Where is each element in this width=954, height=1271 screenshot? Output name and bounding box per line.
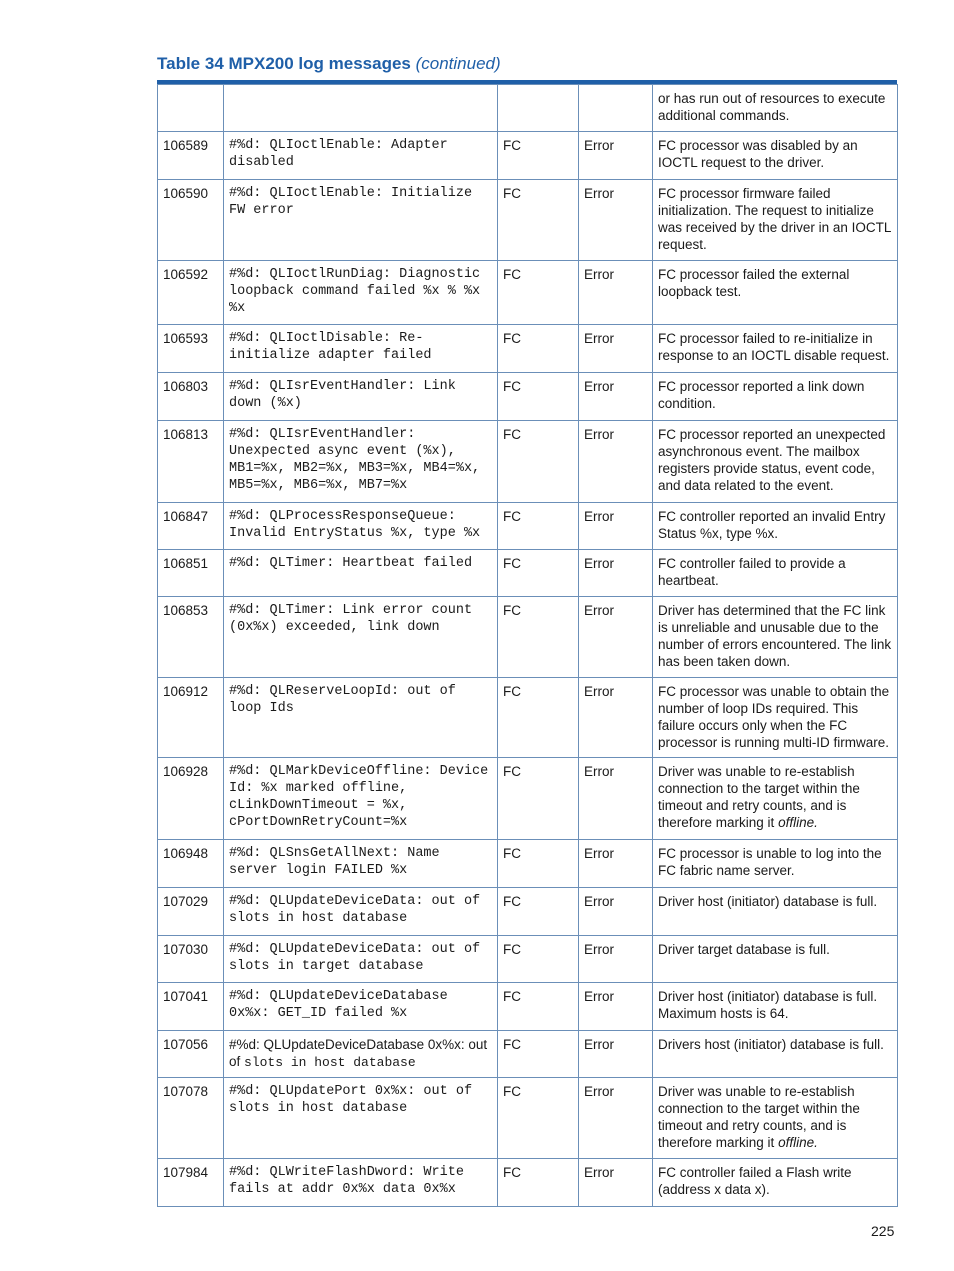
message-text-cell: #%d: QLIoctlEnable: Initialize FW error (224, 180, 498, 261)
message-text-cell: #%d: QLIoctlRunDiag: Diagnostic loopback command failed %x % %x %x (224, 261, 498, 325)
caption-continued: (continued) (415, 54, 501, 73)
message-text-cell: #%d: QLIsrEventHandler: Unexpected async event (%x), MB1=%x, MB2=%x, MB3=%x, MB4=%x, MB5=%x, MB6=%x, MB7=%x (224, 421, 498, 503)
message-id-cell: 107984 (158, 1159, 224, 1207)
log-messages-table (157, 84, 898, 1207)
description-cell: FC controller failed to provide a heartbeat. (653, 550, 898, 597)
severity-cell: Error (579, 1031, 653, 1078)
module-type-cell: FC (498, 1159, 579, 1207)
severity-cell: Error (579, 758, 653, 840)
message-id-cell: 107030 (158, 936, 224, 983)
module-type-cell: FC (498, 180, 579, 261)
table-row (158, 550, 898, 597)
message-text-cell (224, 1031, 498, 1078)
table-row (158, 421, 898, 503)
severity-cell: Error (579, 1159, 653, 1207)
table-row (158, 597, 898, 678)
severity-cell: Error (579, 840, 653, 888)
module-type-cell: FC (498, 421, 579, 503)
description-cell: FC processor is unable to log into the FC fabric name server. (653, 840, 898, 888)
table-row (158, 1078, 898, 1159)
table-row (158, 373, 898, 421)
severity-cell: Error (579, 132, 653, 180)
table-caption (157, 54, 501, 74)
table-row (158, 983, 898, 1031)
message-id-cell: 106928 (158, 758, 224, 840)
description-cell: FC processor reported an unexpected asynchronous event. The mailbox registers provide status, event code, and data related to the event. (653, 421, 898, 503)
message-text-cell: #%d: QLIoctlDisable: Re-initialize adapter failed (224, 325, 498, 373)
message-text-cell: #%d: QLReserveLoopId: out of loop Ids (224, 678, 498, 758)
message-id-cell: 106851 (158, 550, 224, 597)
severity-cell: Error (579, 421, 653, 503)
message-id-cell: 106847 (158, 503, 224, 550)
message-id-cell: 106803 (158, 373, 224, 421)
message-id-cell: 106853 (158, 597, 224, 678)
table-row (158, 85, 898, 132)
description-cell: Driver target database is full. (653, 936, 898, 983)
table-row (158, 261, 898, 325)
message-id-cell: 107078 (158, 1078, 224, 1159)
severity-cell: Error (579, 373, 653, 421)
module-type-cell: FC (498, 888, 579, 936)
table-row (158, 1159, 898, 1207)
severity-cell: Error (579, 936, 653, 983)
message-text-cell: #%d: QLUpdateDeviceData: out of slots in host database (224, 888, 498, 936)
description-cell: or has run out of resources to execute additional commands. (653, 85, 898, 132)
description-cell: FC processor was unable to obtain the number of loop IDs required. This failure occurs only when the FC processor is running multi-ID firmware. (653, 678, 898, 758)
severity-cell: Error (579, 550, 653, 597)
message-text-part: #%d: QLUpdateDeviceDatabase 0x%x: out of (229, 1037, 488, 1069)
table-cell (224, 85, 498, 132)
description-cell: FC processor was disabled by an IOCTL request to the driver. (653, 132, 898, 180)
description-cell: FC processor reported a link down condition. (653, 373, 898, 421)
page-number: 225 (871, 1223, 895, 1239)
message-id-cell: 106813 (158, 421, 224, 503)
message-text-cell: #%d: QLUpdatePort 0x%x: out of slots in host database (224, 1078, 498, 1159)
module-type-cell: FC (498, 373, 579, 421)
module-type-cell: FC (498, 261, 579, 325)
message-id-cell: 107029 (158, 888, 224, 936)
severity-cell: Error (579, 503, 653, 550)
table-row (158, 132, 898, 180)
message-text-cell: #%d: QLProcessResponseQueue: Invalid EntryStatus %x, type %x (224, 503, 498, 550)
description-cell (653, 1078, 898, 1159)
severity-cell: Error (579, 261, 653, 325)
table-row (158, 888, 898, 936)
module-type-cell: FC (498, 503, 579, 550)
module-type-cell: FC (498, 597, 579, 678)
description-cell: FC controller reported an invalid Entry Status %x, type %x. (653, 503, 898, 550)
description-text: Driver was unable to re-establish connection to the target within the timeout and retry counts, and is therefore marking it (658, 764, 860, 830)
table-row (158, 180, 898, 261)
message-id-cell: 106592 (158, 261, 224, 325)
table-row (158, 325, 898, 373)
severity-cell: Error (579, 325, 653, 373)
message-text-cell: #%d: QLIoctlEnable: Adapter disabled (224, 132, 498, 180)
message-text-cell: #%d: QLMarkDeviceOffline: Device Id: %x marked offline, cLinkDownTimeout = %x, cPortDownRetryCount=%x (224, 758, 498, 840)
description-cell: FC processor firmware failed initialization. The request to initialize was received by the driver in an IOCTL request. (653, 180, 898, 261)
table-row (158, 840, 898, 888)
severity-cell: Error (579, 180, 653, 261)
module-type-cell: FC (498, 550, 579, 597)
caption-title: Table 34 MPX200 log messages (157, 54, 411, 73)
message-text-cell: #%d: QLUpdateDeviceData: out of slots in target database (224, 936, 498, 983)
severity-cell: Error (579, 888, 653, 936)
severity-cell: Error (579, 678, 653, 758)
module-type-cell: FC (498, 1031, 579, 1078)
message-text-cell: #%d: QLUpdateDeviceDatabase 0x%x: GET_ID failed %x (224, 983, 498, 1031)
message-id-cell: 106912 (158, 678, 224, 758)
message-id-cell: 106593 (158, 325, 224, 373)
table-cell (579, 85, 653, 132)
message-id-cell: 106590 (158, 180, 224, 261)
description-cell: FC processor failed the external loopback test. (653, 261, 898, 325)
table-cell (158, 85, 224, 132)
module-type-cell: FC (498, 758, 579, 840)
description-emphasis: offline. (778, 815, 818, 830)
module-type-cell: FC (498, 840, 579, 888)
description-emphasis: offline. (778, 1135, 818, 1150)
message-text-cell: #%d: QLTimer: Heartbeat failed (224, 550, 498, 597)
severity-cell: Error (579, 1078, 653, 1159)
message-id-cell: 107041 (158, 983, 224, 1031)
description-cell: FC controller failed a Flash write (address x data x). (653, 1159, 898, 1207)
message-id-cell: 106948 (158, 840, 224, 888)
message-text-cell: #%d: QLWriteFlashDword: Write fails at addr 0x%x data 0x%x (224, 1159, 498, 1207)
description-cell: Drivers host (initiator) database is full. (653, 1031, 898, 1078)
table-row (158, 678, 898, 758)
message-text-cell: #%d: QLIsrEventHandler: Link down (%x) (224, 373, 498, 421)
table-row (158, 936, 898, 983)
module-type-cell: FC (498, 983, 579, 1031)
description-cell: Driver host (initiator) database is full. (653, 888, 898, 936)
module-type-cell: FC (498, 1078, 579, 1159)
module-type-cell: FC (498, 132, 579, 180)
description-cell (653, 758, 898, 840)
table-row (158, 1031, 898, 1078)
message-id-cell: 107056 (158, 1031, 224, 1078)
description-cell: Driver has determined that the FC link is unreliable and unusable due to the number of errors encountered. The link has been taken down. (653, 597, 898, 678)
message-text-cell: #%d: QLSnsGetAllNext: Name server login FAILED %x (224, 840, 498, 888)
severity-cell: Error (579, 597, 653, 678)
message-id-cell: 106589 (158, 132, 224, 180)
module-type-cell: FC (498, 936, 579, 983)
message-text-mono-part: slots in host database (244, 1055, 416, 1070)
description-cell: FC processor failed to re-initialize in response to an IOCTL disable request. (653, 325, 898, 373)
description-cell: Driver host (initiator) database is full. Maximum hosts is 64. (653, 983, 898, 1031)
table-cell (498, 85, 579, 132)
table-row (158, 758, 898, 840)
module-type-cell: FC (498, 325, 579, 373)
module-type-cell: FC (498, 678, 579, 758)
severity-cell: Error (579, 983, 653, 1031)
table-row (158, 503, 898, 550)
message-text-cell: #%d: QLTimer: Link error count (0x%x) exceeded, link down (224, 597, 498, 678)
description-text: Driver was unable to re-establish connection to the target within the timeout and retry counts, and is therefore marking it (658, 1084, 860, 1150)
